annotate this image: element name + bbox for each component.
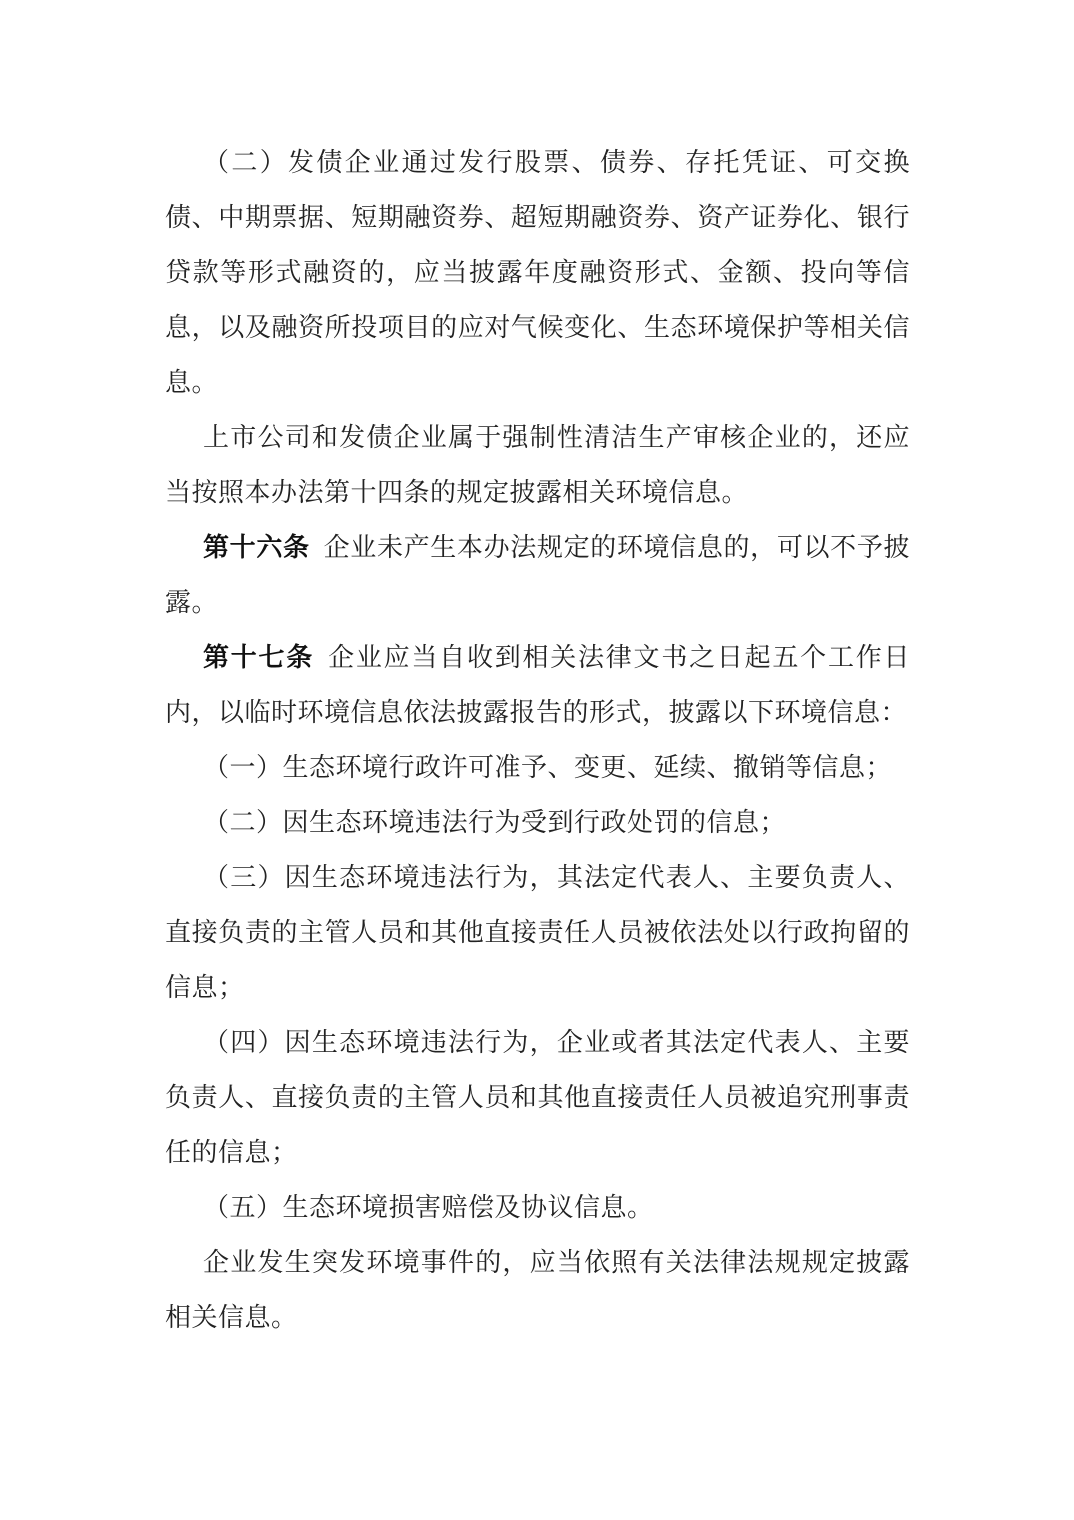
paragraph <box>165 1180 910 1235</box>
article-number: 第十七条 <box>203 642 315 672</box>
paragraph-text: 企业未产生本办法规定的环境信息的，可以不予披露。 <box>165 533 910 617</box>
paragraph-text: 企业发生突发环境事件的，应当依照有关法律法规规定披露相关信息。 <box>165 1248 910 1332</box>
paragraph <box>165 1015 910 1180</box>
paragraph-text: （一）生态环境行政许可准予、变更、延续、撤销等信息； <box>203 753 893 782</box>
paragraph-text: （二）发债企业通过发行股票、债券、存托凭证、可交换债、中期票据、短期融资券、超短期融资券、资产证券化、银行贷款等形式融资的，应当披露年度融资形式、金额、投向等信息，以及融资所投项目的应对气候变化、生态环境保护等相关信息。 <box>165 148 910 397</box>
paragraph <box>165 850 910 1015</box>
paragraph <box>165 630 910 740</box>
document-body <box>165 135 910 1345</box>
paragraph-text: （五）生态环境损害赔偿及协议信息。 <box>203 1193 654 1222</box>
article-number: 第十六条 <box>203 532 310 562</box>
paragraph-text: （三）因生态环境违法行为，其法定代表人、主要负责人、直接负责的主管人员和其他直接责任人员被依法处以行政拘留的信息； <box>165 863 910 1002</box>
paragraph <box>165 135 910 410</box>
paragraph-text: 上市公司和发债企业属于强制性清洁生产审核企业的，还应当按照本办法第十四条的规定披露相关环境信息。 <box>165 423 910 507</box>
paragraph <box>165 795 910 850</box>
paragraph <box>165 740 910 795</box>
paragraph-text: （二）因生态环境违法行为受到行政处罚的信息； <box>203 808 787 837</box>
paragraph <box>165 410 910 520</box>
paragraph-text: 企业应当自收到相关法律文书之日起五个工作日内，以临时环境信息依法披露报告的形式，披露以下环境信息： <box>165 643 910 727</box>
paragraph <box>165 1235 910 1345</box>
paragraph-text: （四）因生态环境违法行为，企业或者其法定代表人、主要负责人、直接负责的主管人员和其他直接责任人员被追究刑事责任的信息； <box>165 1028 910 1167</box>
paragraph <box>165 520 910 630</box>
